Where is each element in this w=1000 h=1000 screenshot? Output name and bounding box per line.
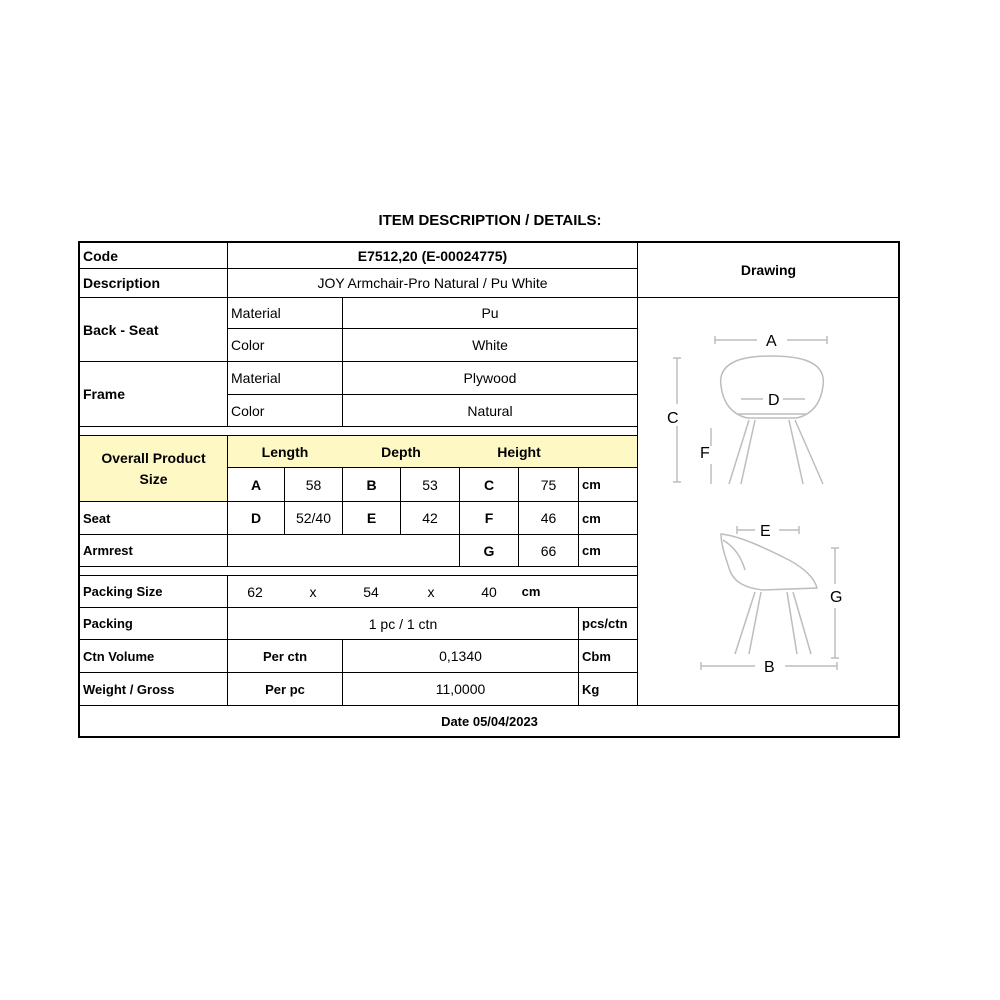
ctn-volume-per: Per ctn	[262, 648, 308, 664]
back-seat-color-value: White	[472, 337, 508, 353]
dim-c-label: C	[483, 476, 495, 493]
ctn-volume-unit: Cbm	[582, 648, 611, 664]
packing-height: 40	[481, 583, 497, 600]
back-seat-material-label: Material	[231, 305, 281, 321]
packing-label: Packing	[83, 616, 133, 631]
depth-header: Depth	[381, 443, 421, 460]
dim-a-label: A	[250, 476, 262, 493]
dim-f-label: F	[484, 510, 494, 526]
weight-value: 11,0000	[435, 681, 486, 697]
dim-g-label: G	[483, 542, 495, 559]
ctn-volume-value: 0,1340	[439, 648, 482, 664]
seat-unit: cm	[582, 510, 601, 526]
packing-x-1: x	[309, 583, 317, 600]
height-header: Height	[497, 443, 541, 460]
drawing-label-d: D	[768, 392, 780, 409]
dim-b-value: 53	[422, 476, 438, 493]
back-seat-material-value: Pu	[481, 305, 499, 321]
sheet-title: ITEM DESCRIPTION / DETAILS:	[378, 212, 602, 229]
drawing-label-b: B	[764, 659, 775, 676]
back-seat-color-label: Color	[231, 337, 265, 353]
packing-size-label: Packing Size	[83, 584, 163, 599]
weight-unit: Kg	[582, 681, 600, 697]
dim-g-value: 66	[540, 542, 557, 559]
front-leg	[729, 420, 749, 484]
overall-size-label: Overall Product Size	[101, 449, 206, 487]
dim-d-label: D	[250, 510, 262, 526]
drawing-header: Drawing	[740, 262, 797, 278]
armrest-unit: cm	[582, 543, 601, 558]
weight-label: Weight / Gross	[83, 681, 175, 697]
packing-depth: 54	[363, 583, 379, 600]
weight-per: Per pc	[265, 681, 305, 697]
length-header: Length	[261, 443, 309, 460]
drawing-label-c: C	[667, 410, 679, 427]
description-label: Description	[83, 275, 161, 291]
chair-drawing	[637, 298, 899, 705]
frame-material-label: Material	[231, 370, 281, 386]
dim-b-label: B	[366, 476, 377, 493]
packing-unit: pcs/ctn	[582, 616, 628, 631]
dim-e-value: 42	[422, 510, 438, 526]
packing-value: 1 pc / 1 ctn	[368, 615, 438, 632]
frame-material-value: Plywood	[463, 370, 517, 386]
drawing-label-a: A	[766, 333, 777, 350]
date-footer: Date 05/04/2023	[441, 713, 538, 729]
row-divider	[79, 566, 637, 567]
dim-e-label: E	[366, 510, 377, 526]
armrest-label: Armrest	[83, 543, 133, 558]
code-value: E7512,20 (E-00024775)	[357, 247, 508, 264]
row-divider	[79, 426, 637, 427]
frame-label: Frame	[83, 386, 126, 402]
packing-length: 62	[247, 583, 263, 600]
description-value: JOY Armchair-Pro Natural / Pu White	[317, 275, 548, 291]
packing-x-2: x	[427, 583, 435, 600]
frame-color-label: Color	[231, 402, 265, 419]
drawing-label-g: G	[830, 589, 843, 606]
back-seat-label: Back - Seat	[83, 321, 159, 338]
side-leg	[735, 592, 755, 654]
dim-c-value: 75	[540, 476, 557, 493]
overall-unit: cm	[582, 477, 601, 492]
dim-d-value: 52/40	[295, 510, 332, 526]
drawing-label-e: E	[760, 523, 771, 540]
side-shell-outline	[721, 534, 817, 590]
drawing-label-f: F	[700, 445, 710, 462]
frame-color-value: Natural	[467, 402, 513, 419]
seat-label: Seat	[83, 510, 111, 526]
ctn-volume-label: Ctn Volume	[83, 648, 155, 664]
dim-f-value: 46	[540, 510, 557, 526]
code-label: Code	[83, 247, 118, 264]
dim-a-value: 58	[305, 476, 322, 493]
packing-size-unit: cm	[521, 584, 541, 599]
